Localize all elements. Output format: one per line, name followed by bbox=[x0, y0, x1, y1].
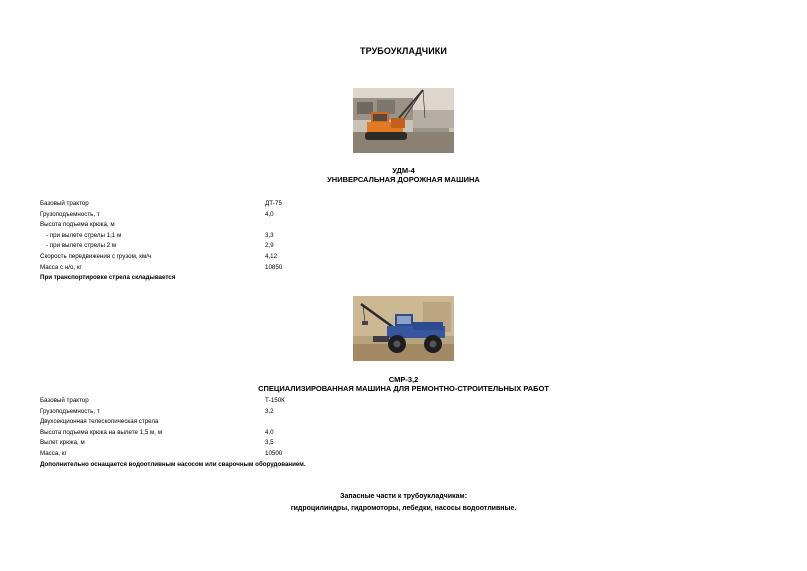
spec-label: Скорость передвижения с грузом, км/ч bbox=[40, 252, 152, 260]
spec-value: 3,5 bbox=[265, 439, 274, 447]
smr-3-2-photo bbox=[353, 296, 454, 361]
spec-label: Масса, кг bbox=[40, 449, 67, 457]
spec-row bbox=[40, 438, 460, 449]
spec-label: Грузоподъемность, т bbox=[40, 210, 100, 218]
smr-3-2-note: Дополнительно оснащается водоотливным насосом или сварочным оборудованием. bbox=[40, 460, 306, 468]
spec-value: 4,0 bbox=[265, 428, 274, 436]
spec-value: 10850 bbox=[265, 263, 283, 271]
spec-value: 10500 bbox=[265, 449, 283, 457]
spec-label: Масса с н/о, кг bbox=[40, 263, 82, 271]
spec-value: 2,9 bbox=[265, 242, 274, 250]
spec-row bbox=[40, 210, 440, 221]
page-title: ТРУБОУКЛАДЧИКИ bbox=[360, 46, 447, 56]
spec-label: Вылет крюка, м bbox=[40, 439, 85, 447]
spec-row bbox=[40, 263, 440, 274]
footer-line-2: гидроцилиндры, гидромоторы, лебедки, насосы водоотливные. bbox=[290, 505, 517, 512]
spec-label: - при вылете стрелы 2 м bbox=[46, 242, 117, 250]
spec-row bbox=[40, 199, 440, 210]
spec-label: Базовый трактор bbox=[40, 397, 89, 404]
udm-4-model: УДМ-4 bbox=[392, 166, 415, 175]
spec-label: Высота подъема крюка на вылете 1,5 м, м bbox=[40, 428, 162, 436]
spec-label: Высота подъема крюка, м bbox=[40, 221, 115, 229]
footer-line-1: Запасные части к трубоукладчикам: bbox=[340, 493, 467, 500]
smr-3-2-heading bbox=[0, 375, 807, 393]
spec-label: Грузоподъемность, т bbox=[40, 407, 100, 415]
spec-value: Т-150К bbox=[265, 397, 285, 404]
spec-row bbox=[40, 252, 440, 263]
spec-row bbox=[40, 407, 460, 418]
udm-4-photo bbox=[353, 88, 454, 153]
udm-4-note: При транспортировке стрела складывается bbox=[40, 274, 176, 282]
spec-row bbox=[40, 417, 460, 428]
smr-3-2-name: СПЕЦИАЛИЗИРОВАННАЯ МАШИНА ДЛЯ РЕМОНТНО-СТРОИТЕЛЬНЫХ РАБОТ bbox=[258, 384, 549, 393]
udm-4-name: УНИВЕРСАЛЬНАЯ ДОРОЖНАЯ МАШИНА bbox=[327, 175, 480, 184]
spec-row bbox=[40, 396, 460, 407]
spec-row bbox=[40, 220, 440, 231]
udm-4-heading bbox=[0, 166, 807, 184]
smr-3-2-model: СМР-3,2 bbox=[388, 375, 419, 384]
spec-row bbox=[40, 449, 460, 460]
spec-row bbox=[40, 231, 440, 242]
spec-value: 4,0 bbox=[265, 210, 274, 218]
spec-label: Базовый трактор bbox=[40, 200, 89, 207]
spec-value: 3,3 bbox=[265, 231, 274, 239]
smr-3-2-spec-table bbox=[40, 396, 460, 470]
spec-value: 4,12 bbox=[265, 252, 278, 260]
spare-parts-footer bbox=[0, 491, 807, 515]
spec-row bbox=[40, 241, 440, 252]
spec-label: - при вылете стрелы 1,1 м bbox=[46, 231, 122, 239]
spec-value: 3,2 bbox=[265, 407, 274, 415]
spec-value: ДТ-75 bbox=[265, 200, 282, 207]
udm-4-spec-table bbox=[40, 199, 440, 284]
spec-label: Двухсекционная телескопическая стрела bbox=[40, 418, 159, 426]
spec-row bbox=[40, 428, 460, 439]
